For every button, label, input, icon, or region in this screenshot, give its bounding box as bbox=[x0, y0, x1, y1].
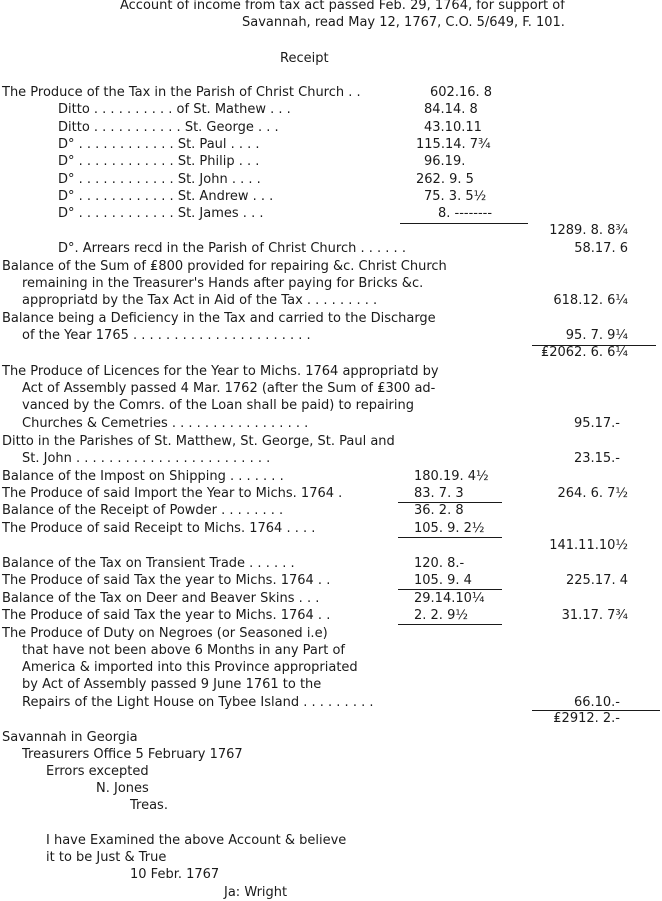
powder-amount: 105. 9. 2½ bbox=[414, 521, 485, 536]
licences-line: Churches & Cemetries . . . . . . . . . . . . . . . . . bbox=[22, 416, 309, 431]
licences-line: Act of Assembly passed 4 Mar. 1762 (after the Sum of ₤300 ad- bbox=[22, 381, 436, 396]
powder-total: 141.11.10½ bbox=[549, 538, 628, 553]
negroes-line: The Produce of Duty on Negroes (or Seasoned i.e) bbox=[2, 626, 328, 641]
parish-row-label: Ditto . . . . . . . . . . . St. George . . . bbox=[58, 120, 279, 135]
examination-date: 10 Febr. 1767 bbox=[130, 867, 220, 882]
parish-row-label: D° . . . . . . . . . . . . St. Andrew . . . bbox=[58, 189, 274, 204]
shipping-amount: 83. 7. 3 bbox=[414, 486, 464, 501]
licences-line: vanced by the Comrs. of the Loan shall be paid) to repairing bbox=[22, 398, 415, 413]
signature-title: Treas. bbox=[130, 798, 168, 813]
parish-row-label: The Produce of the Tax in the Parish of Christ Church . . bbox=[2, 85, 361, 100]
deer-total: 31.17. 7¾ bbox=[561, 608, 628, 623]
receipt-heading: Receipt bbox=[280, 51, 329, 66]
signature-office: Treasurers Office 5 February 1767 bbox=[22, 747, 243, 762]
ditto-parishes-amount: 23.15.- bbox=[573, 451, 620, 466]
powder-label: Balance of the Receipt of Powder . . . . . . . . bbox=[2, 503, 284, 518]
ditto-parishes-line: St. John . . . . . . . . . . . . . . . . . . . . . . . . bbox=[22, 451, 271, 466]
examination-signer: Ja: Wright bbox=[224, 885, 288, 900]
parish-row-label: D° . . . . . . . . . . . . St. James . . . bbox=[58, 206, 264, 221]
header-line-1: Account of income from tax act passed Feb. 29, 1764, for support of bbox=[120, 0, 565, 13]
transient-label: The Produce of said Tax the year to Michs. 1764 . . bbox=[2, 573, 331, 588]
parish-row-amount: 75. 3. 5½ bbox=[424, 189, 487, 204]
parish-row-amount: 115.14. 7¾ bbox=[416, 137, 491, 152]
parish-underline bbox=[400, 223, 528, 224]
shipping-amount: 180.19. 4½ bbox=[414, 469, 489, 484]
signature-errors: Errors excepted bbox=[46, 764, 149, 779]
negroes-amount: 66.10.- bbox=[573, 695, 620, 710]
shipping-label: Balance of the Impost on Shipping . . . . . . . bbox=[2, 469, 284, 484]
transient-label: Balance of the Tax on Transient Trade . . . . . . bbox=[2, 556, 295, 571]
parish-row-amount: 602.16. 8 bbox=[430, 85, 493, 100]
ditto-parishes-line: Ditto in the Parishes of St. Matthew, St. George, St. Paul and bbox=[2, 434, 395, 449]
parish-row-amount: 43.10.11 bbox=[424, 120, 482, 135]
deer-label: The Produce of said Tax the year to Michs. 1764 . . bbox=[2, 608, 331, 623]
parish-row-label: D° . . . . . . . . . . . . St. John . . . . bbox=[58, 172, 261, 187]
parish-row-label: D° . . . . . . . . . . . . St. Philip . . . bbox=[58, 154, 260, 169]
powder-amount: 36. 2. 8 bbox=[414, 503, 464, 518]
shipping-total: 264. 6. 7½ bbox=[557, 486, 628, 501]
deer-amount: 2. 2. 9½ bbox=[414, 608, 468, 623]
deficiency-line: of the Year 1765 . . . . . . . . . . . . . . . . . . . . . . bbox=[22, 328, 311, 343]
transient-underline bbox=[398, 589, 502, 590]
parish-row-amount: 96.19. bbox=[424, 154, 466, 169]
parish-row-label: D° . . . . . . . . . . . . St. Paul . . . . bbox=[58, 137, 260, 152]
parish-row-amount: 262. 9. 5 bbox=[416, 172, 474, 187]
examination-line: it to be Just & True bbox=[46, 850, 167, 865]
transient-amount: 120. 8.- bbox=[414, 556, 465, 571]
arrears-label: D°. Arrears recd in the Parish of Christ Church . . . . . . bbox=[58, 241, 406, 256]
powder-underline bbox=[398, 537, 502, 538]
deer-amount: 29.14.10¼ bbox=[414, 591, 485, 606]
balance800-line: appropriatd by the Tax Act in Aid of the Tax . . . . . . . . . bbox=[22, 293, 378, 308]
negroes-line: by Act of Assembly passed 9 June 1761 to the bbox=[22, 677, 322, 692]
parish-row-label: Ditto . . . . . . . . . . of St. Mathew . . . bbox=[58, 102, 291, 117]
transient-amount: 105. 9. 4 bbox=[414, 573, 472, 588]
deficiency-line: Balance being a Deficiency in the Tax and carried to the Discharge bbox=[2, 311, 436, 326]
signature-name: N. Jones bbox=[96, 781, 149, 796]
transient-total: 225.17. 4 bbox=[565, 573, 628, 588]
negroes-line: Repairs of the Light House on Tybee Island . . . . . . . . . bbox=[22, 695, 374, 710]
deer-label: Balance of the Tax on Deer and Beaver Skins . . . bbox=[2, 591, 320, 606]
negroes-line: America & imported into this Province appropriated bbox=[22, 660, 358, 675]
arrears-amount: 58.17. 6 bbox=[574, 241, 628, 256]
parish-row-amount: 8. -------- bbox=[438, 206, 493, 221]
powder-label: The Produce of said Receipt to Michs. 1764 . . . . bbox=[2, 521, 316, 536]
grand-total: ₤2912. 2.- bbox=[553, 711, 620, 726]
deer-underline bbox=[398, 624, 502, 625]
balance800-line: Balance of the Sum of ₤800 provided for repairing &c. Christ Church bbox=[2, 259, 447, 274]
examination-line: I have Examined the above Account & believe bbox=[46, 833, 347, 848]
total1-amount: ₤2062. 6. 6¼ bbox=[540, 345, 628, 360]
shipping-label: The Produce of said Import the Year to Michs. 1764 . bbox=[2, 486, 343, 501]
parish-subtotal: 1289. 8. 8¾ bbox=[549, 223, 628, 238]
parish-row-amount: 84.14. 8 bbox=[424, 102, 478, 117]
balance800-amount: 618.12. 6¼ bbox=[553, 293, 628, 308]
negroes-line: that have not been above 6 Months in any Part of bbox=[22, 643, 345, 658]
licences-line: The Produce of Licences for the Year to Michs. 1764 appropriatd by bbox=[2, 364, 439, 379]
signature-place: Savannah in Georgia bbox=[2, 730, 138, 745]
header-line-2: Savannah, read May 12, 1767, C.O. 5/649, F. 101. bbox=[242, 15, 565, 30]
balance800-line: remaining in the Treasurer's Hands after paying for Bricks &c. bbox=[22, 276, 424, 291]
deficiency-amount: 95. 7. 9¼ bbox=[565, 328, 628, 343]
licences-amount: 95.17.- bbox=[573, 416, 620, 431]
